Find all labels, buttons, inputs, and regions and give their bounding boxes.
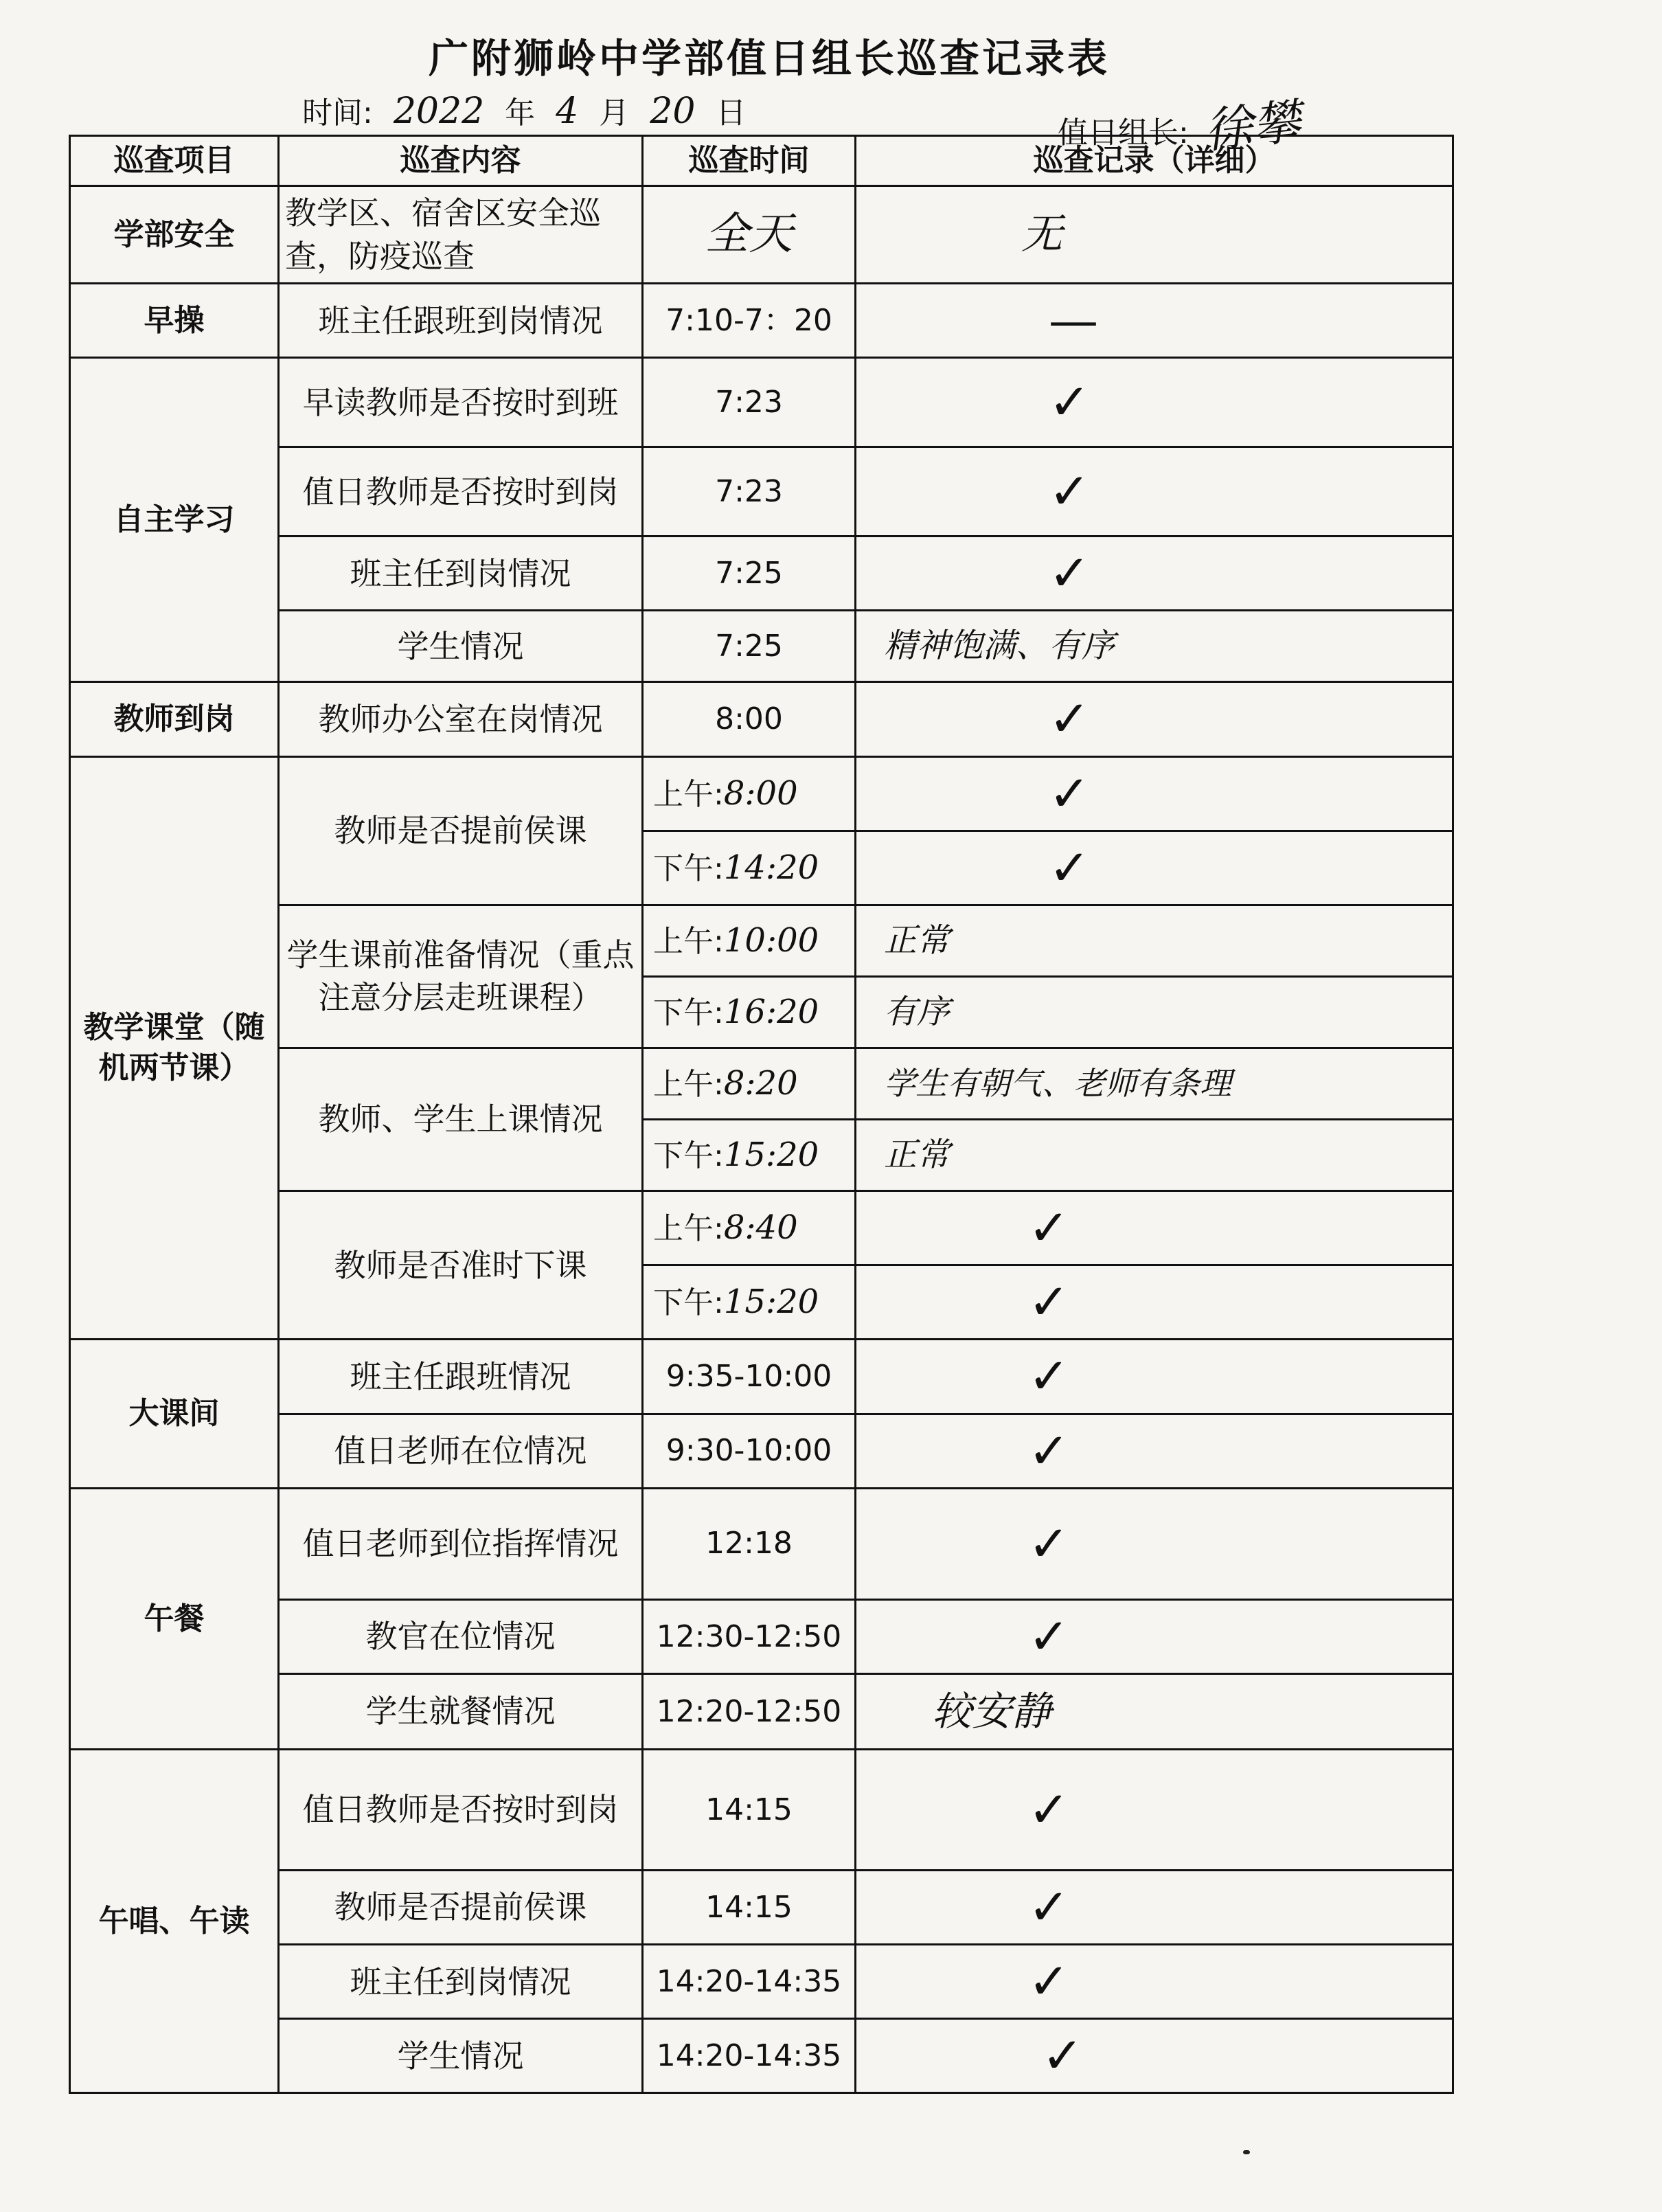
time-cell: 8:00 — [643, 682, 856, 756]
date-month: 4 — [556, 91, 579, 132]
category-cell: 早操 — [70, 284, 279, 358]
header-time: 巡查时间 — [643, 136, 856, 186]
time-cell-am — [643, 1190, 856, 1265]
record-cell: 有序 — [856, 976, 1453, 1048]
am-time: 8:40 — [723, 1208, 798, 1248]
am-label: 上午: — [653, 1067, 724, 1103]
pm-label: 下午: — [653, 995, 724, 1031]
category-cell: 教学课堂（随机两节课） — [70, 756, 279, 1340]
record-cell: ✓ — [856, 1488, 1453, 1599]
table-row — [70, 1340, 1453, 1414]
table-row — [70, 1749, 1453, 1870]
date-line — [302, 88, 746, 132]
pm-label: 下午: — [653, 1138, 724, 1174]
content-cell: 值日教师是否按时到岗 — [279, 1749, 643, 1870]
content-cell: 教师是否提前侯课 — [279, 1870, 643, 1944]
content-cell: 学生课前准备情况（重点注意分层走班课程） — [279, 905, 643, 1048]
content-cell: 班主任到岗情况 — [279, 1945, 643, 2019]
content-cell: 班主任跟班情况 — [279, 1340, 643, 1414]
record-cell: ✓ — [856, 1414, 1453, 1488]
time-cell: 7:25 — [643, 611, 856, 682]
time-cell: 7:10-7：20 — [643, 284, 856, 358]
record-cell: 较安静 — [856, 1673, 1453, 1749]
record-cell: — — [856, 284, 1453, 358]
content-cell: 教师是否提前侯课 — [279, 756, 643, 905]
table-row — [70, 1488, 1453, 1599]
category-cell: 午唱、午读 — [70, 1749, 279, 2093]
content-cell: 教学区、宿舍区安全巡查，防疫巡查 — [279, 186, 643, 284]
time-cell: 7:23 — [643, 447, 856, 537]
content-cell: 早读教师是否按时到班 — [279, 358, 643, 447]
content-cell: 学生就餐情况 — [279, 1673, 643, 1749]
content-cell: 学生情况 — [279, 2019, 643, 2093]
header-content: 巡查内容 — [279, 136, 643, 186]
content-cell: 班主任跟班到岗情况 — [279, 284, 643, 358]
date-year: 2022 — [393, 91, 485, 132]
content-cell: 值日教师是否按时到岗 — [279, 447, 643, 537]
am-time: 10:00 — [723, 921, 819, 960]
time-cell: 7:23 — [643, 358, 856, 447]
time-cell: 12:20-12:50 — [643, 1673, 856, 1749]
record-cell: ✓ — [856, 447, 1453, 537]
record-cell: ✓ — [856, 1265, 1453, 1340]
page-title: 广附狮岭中学部值日组长巡查记录表 — [428, 35, 1110, 82]
record-cell: ✓ — [856, 682, 1453, 756]
time-cell: 14:15 — [643, 1749, 856, 1870]
table-header-row — [70, 136, 1453, 186]
pm-time: 15:20 — [723, 1136, 819, 1175]
table-row — [70, 284, 1453, 358]
pm-label: 下午: — [653, 850, 724, 886]
time-cell-am — [643, 756, 856, 831]
time-cell: 14:20-14:35 — [643, 2019, 856, 2093]
pm-time: 14:20 — [723, 848, 819, 887]
content-cell: 值日老师到位指挥情况 — [279, 1488, 643, 1599]
am-label: 上午: — [653, 924, 724, 960]
content-cell: 学生情况 — [279, 611, 643, 682]
ink-speck — [1243, 2150, 1250, 2154]
content-cell: 值日老师在位情况 — [279, 1414, 643, 1488]
category-cell: 自主学习 — [70, 358, 279, 682]
time-cell-am — [643, 1048, 856, 1119]
table-row — [70, 358, 1453, 447]
time-cell: 14:20-14:35 — [643, 1945, 856, 2019]
time-cell-pm — [643, 1265, 856, 1340]
date-day-unit: 日 — [716, 95, 747, 131]
am-label: 上午: — [653, 776, 724, 812]
content-cell: 教师办公室在岗情况 — [279, 682, 643, 756]
time-cell: 9:30-10:00 — [643, 1414, 856, 1488]
content-cell: 教师是否准时下课 — [279, 1190, 643, 1339]
time-cell: 14:15 — [643, 1870, 856, 1944]
time-cell: 全天 — [643, 186, 856, 284]
record-cell: 学生有朝气、老师有条理 — [856, 1048, 1453, 1119]
time-cell-am — [643, 905, 856, 976]
record-cell: ✓ — [856, 1749, 1453, 1870]
record-cell: ✓ — [856, 831, 1453, 905]
time-cell-pm — [643, 831, 856, 905]
am-time: 8:00 — [723, 774, 798, 813]
time-cell: 7:25 — [643, 537, 856, 611]
table-row — [70, 682, 1453, 756]
content-cell: 班主任到岗情况 — [279, 537, 643, 611]
table-row — [70, 756, 1453, 831]
category-cell: 教师到岗 — [70, 682, 279, 756]
am-time: 8:20 — [723, 1064, 798, 1103]
record-cell: ✓ — [856, 1870, 1453, 1944]
record-cell: 正常 — [856, 1119, 1453, 1190]
time-cell: 12:18 — [643, 1488, 856, 1599]
table-row — [70, 186, 1453, 284]
record-cell: ✓ — [856, 1340, 1453, 1414]
time-cell: 9:35-10:00 — [643, 1340, 856, 1414]
record-cell: ✓ — [856, 537, 1453, 611]
am-label: 上午: — [653, 1211, 724, 1247]
date-label: 时间: — [302, 95, 373, 131]
record-cell: ✓ — [856, 358, 1453, 447]
category-cell: 午餐 — [70, 1488, 279, 1749]
pm-time: 16:20 — [723, 993, 819, 1032]
category-cell: 学部安全 — [70, 186, 279, 284]
time-cell-pm — [643, 976, 856, 1048]
record-cell: ✓ — [856, 1945, 1453, 2019]
record-cell: ✓ — [856, 1599, 1453, 1673]
pm-time: 15:20 — [723, 1283, 819, 1322]
time-cell-pm — [643, 1119, 856, 1190]
time-cell: 12:30-12:50 — [643, 1599, 856, 1673]
header-record: 巡查记录（详细） — [856, 136, 1453, 186]
pm-label: 下午: — [653, 1285, 724, 1321]
content-cell: 教师、学生上课情况 — [279, 1048, 643, 1190]
header-item: 巡查项目 — [70, 136, 279, 186]
inspection-table — [69, 135, 1454, 2094]
leader-signature: 徐攀 — [1201, 93, 1304, 160]
record-cell: 精神饱满、有序 — [856, 611, 1453, 682]
leader-label: 值日组长: — [1058, 115, 1189, 150]
date-year-unit: 年 — [505, 95, 536, 131]
content-cell: 教官在位情况 — [279, 1599, 643, 1673]
record-cell: ✓ — [856, 756, 1453, 831]
record-cell: 正常 — [856, 905, 1453, 976]
category-cell: 大课间 — [70, 1340, 279, 1488]
record-cell: ✓ — [856, 2019, 1453, 2093]
record-cell: 无 — [856, 186, 1453, 284]
record-cell: ✓ — [856, 1190, 1453, 1265]
date-month-unit: 月 — [599, 95, 630, 131]
date-day: 20 — [650, 91, 696, 132]
